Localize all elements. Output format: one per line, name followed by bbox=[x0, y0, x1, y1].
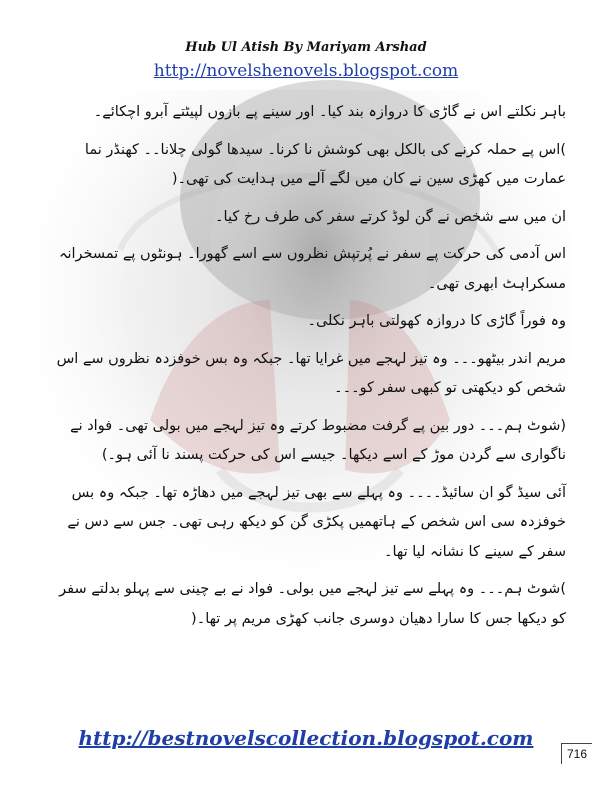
paragraph: )شوٹ ہم۔۔۔ وہ پہلے سے تیز لہجے میں بولی۔ فواد نے بے چینی سے پہلو بدلتے سفر کو دیکھا جس کا سارا دھیان دوسری جانب کھڑی مریم پر تھا۔( bbox=[59, 581, 566, 627]
paragraph: ان میں سے شخص نے گن لوڈ کرتے سفر کی طرف رخ کیا۔ bbox=[215, 208, 566, 225]
story-text bbox=[56, 98, 566, 642]
book-title-header: Hub Ul Atish By Mariyam Arshad bbox=[185, 40, 427, 55]
paragraph: مریم اندر بیٹھو۔۔۔ وہ تیز لہجے میں غرایا تھا۔ جبکہ وہ بس خوفزدہ نظروں سے اس شخص کو دیکھتی تو کبھی سفر کو۔۔۔ bbox=[56, 350, 566, 396]
paragraph: (شوٹ ہم۔۔۔ دور بین پے گرفت مضبوط کرتے وہ تیز لہجے میں بولی تھی۔ فواد نے ناگواری سے گردن موڑ کے اسے دیکھا۔ جیسے اس کی حرکت پسند نا آئی ہو۔) bbox=[70, 417, 566, 463]
paragraph: اس آدمی کی حرکت پے سفر نے پُرتپش نظروں سے اسے گھورا۔ ہونٹوں پے تمسخرانہ مسکراہٹ ابھری تھی۔ bbox=[58, 246, 566, 292]
header-blog-link[interactable]: http://novelshenovels.blogspot.com bbox=[153, 61, 459, 81]
page-number: 716 bbox=[561, 743, 592, 764]
footer-blog-link[interactable]: http://bestnovelscollection.blogspot.com bbox=[78, 726, 534, 750]
paragraph: باہر نکلتے اس نے گاڑی کا دروازہ بند کیا۔ اور سینے پے بازوں لپیٹتے آبرو اچکائے۔ bbox=[93, 104, 566, 120]
paragraph: آئی سیڈ گو ان سائیڈ۔۔۔۔ وہ پہلے سے بھی تیز لہجے میں دھاڑہ تھا۔ جبکہ وہ بس خوفزدہ سی اس شخص کے ہاتھمیں پکڑی گن کو دیکھ رہی تھی۔ جس سے دس نے سفر کے سینے کا نشانہ لیا تھا۔ bbox=[67, 484, 566, 560]
paragraph: )اس پے حملہ کرنے کی بالکل بھی کوشش نا کرنا۔ سیدھا گولی چلانا۔۔ کھنڈر نما عمارت میں کھڑی سین نے کان میں لگے آلے میں ہدایت کی تھی۔( bbox=[84, 141, 566, 187]
paragraph: وہ فوراً گاڑی کا دروازہ کھولتی باہر نکلی۔ bbox=[307, 313, 566, 329]
